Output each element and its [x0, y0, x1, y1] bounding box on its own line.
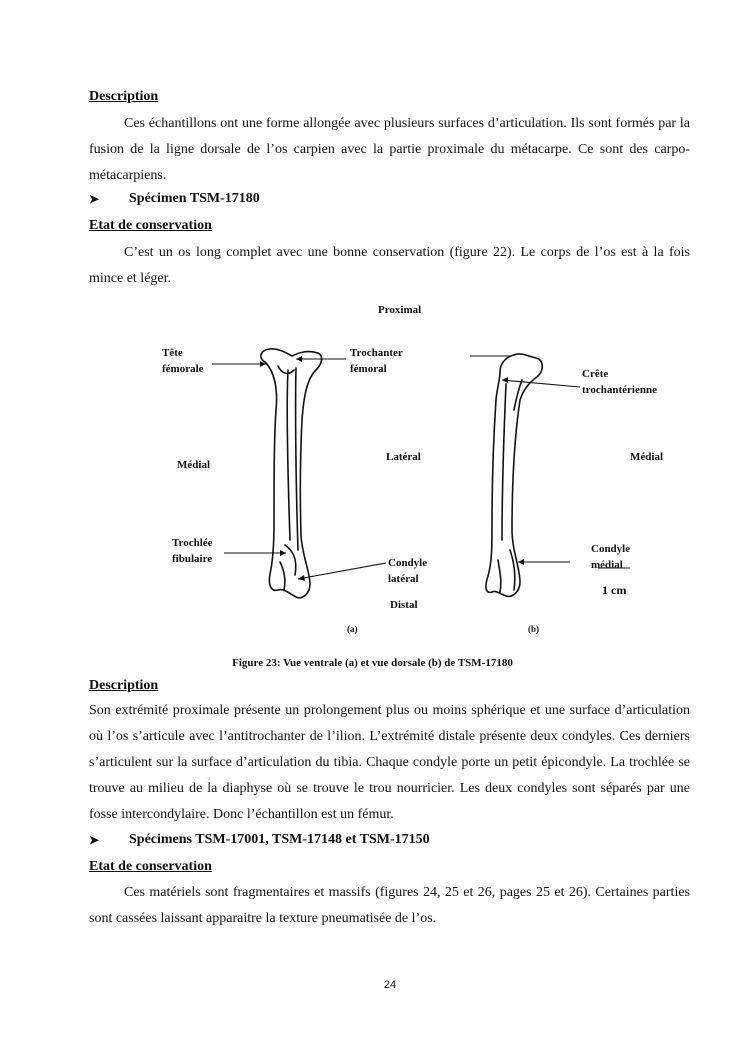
femur-ventral-inner-line-2 — [296, 368, 298, 550]
description-paragraph-1: Ces échantillons ont une forme allongée avec plusieurs surfaces d’articulation. Ils sont formés par la fusion de la ligne dorsale de l’os carpien avec la partie proximale du métacarpe. Ce sont des carpo-métacarpiens. — [89, 116, 690, 183]
specimen-title-2: Spécimens TSM-17001, TSM-17148 et TSM-17150 — [129, 832, 430, 847]
label-medial-right: Médial — [630, 451, 663, 463]
specimen-bullet-1 — [89, 191, 260, 207]
label-a: (a) — [347, 624, 358, 634]
label-distal: Distal — [390, 599, 418, 611]
label-trochanter-femoral: Trochanter fémoral — [350, 347, 403, 375]
label-proximal: Proximal — [378, 304, 422, 316]
conservation-heading-2: Etat de conservation — [89, 859, 212, 874]
label-b: (b) — [528, 624, 539, 634]
conservation-heading-1: Etat de conservation — [89, 218, 212, 233]
conservation-paragraph-1: C’est un os long complet avec une bonne conservation (figure 22). Le corps de l’os est à la fois mince et léger. — [89, 245, 690, 286]
femur-dorsal-crest — [514, 380, 522, 410]
specimen-title-1: Spécimen TSM-17180 — [129, 191, 260, 206]
femur-dorsal-outline — [486, 354, 542, 596]
femur-ventral-head-detail — [278, 366, 294, 373]
label-trochlee-fibulaire: Trochlée fibulaire — [172, 537, 213, 565]
femur-ventral-inner-line — [287, 370, 290, 540]
specimen-bullet-2 — [89, 832, 430, 848]
label-condyle-medial: Condyle médial — [591, 543, 631, 571]
label-lateral: Latéral — [386, 451, 421, 463]
conservation-paragraph-2: Ces matériels sont fragmentaires et massifs (figures 24, 25 et 26, pages 25 et 26). Certaines parties sont cassées laissant apparaitre la texture pneumatisée de l’os. — [89, 885, 690, 926]
description-heading-1: Description — [89, 89, 159, 104]
arrow-bullet-icon: ➤ — [89, 832, 100, 847]
page-number: 24 — [383, 979, 397, 991]
label-crete-trochanterienne: Crête trochantérienne — [582, 368, 657, 396]
label-medial-left: Médial — [177, 459, 210, 471]
description-paragraph-2: Son extrémité proximale présente un prolongement plus ou moins sphérique et une surface d’articulation où l’os s’articule avec l’antitrochanter de l’ilion. L’extrémité distale présente deux condyles. Ces derniers s’articulent sur la surface d’articulation du tibia. Chaque condyle porte un petit épicondyle. La trochlée se trouve au milieu de la diaphyse où se trouve le trou nourricier. Les deux condyles sont séparés par une fosse intercondylaire. Donc l’échantillon est un fémur. — [89, 703, 690, 822]
figure-caption: Figure 23: Vue ventrale (a) et vue dorsale (b) de TSM-17180 — [232, 657, 513, 669]
femur-figure — [150, 300, 690, 645]
label-condyle-lateral: Condyle latéral — [388, 557, 428, 585]
label-tete-femorale: Tête fémorale — [162, 347, 204, 375]
femur-ventral-outline — [261, 349, 322, 598]
femur-dorsal-inner-line — [502, 384, 506, 540]
label-scale: 1 cm — [602, 583, 627, 597]
arrow-bullet-icon: ➤ — [89, 191, 100, 206]
femur-dorsal-condyle — [498, 550, 515, 592]
description-heading-2: Description — [89, 678, 159, 693]
